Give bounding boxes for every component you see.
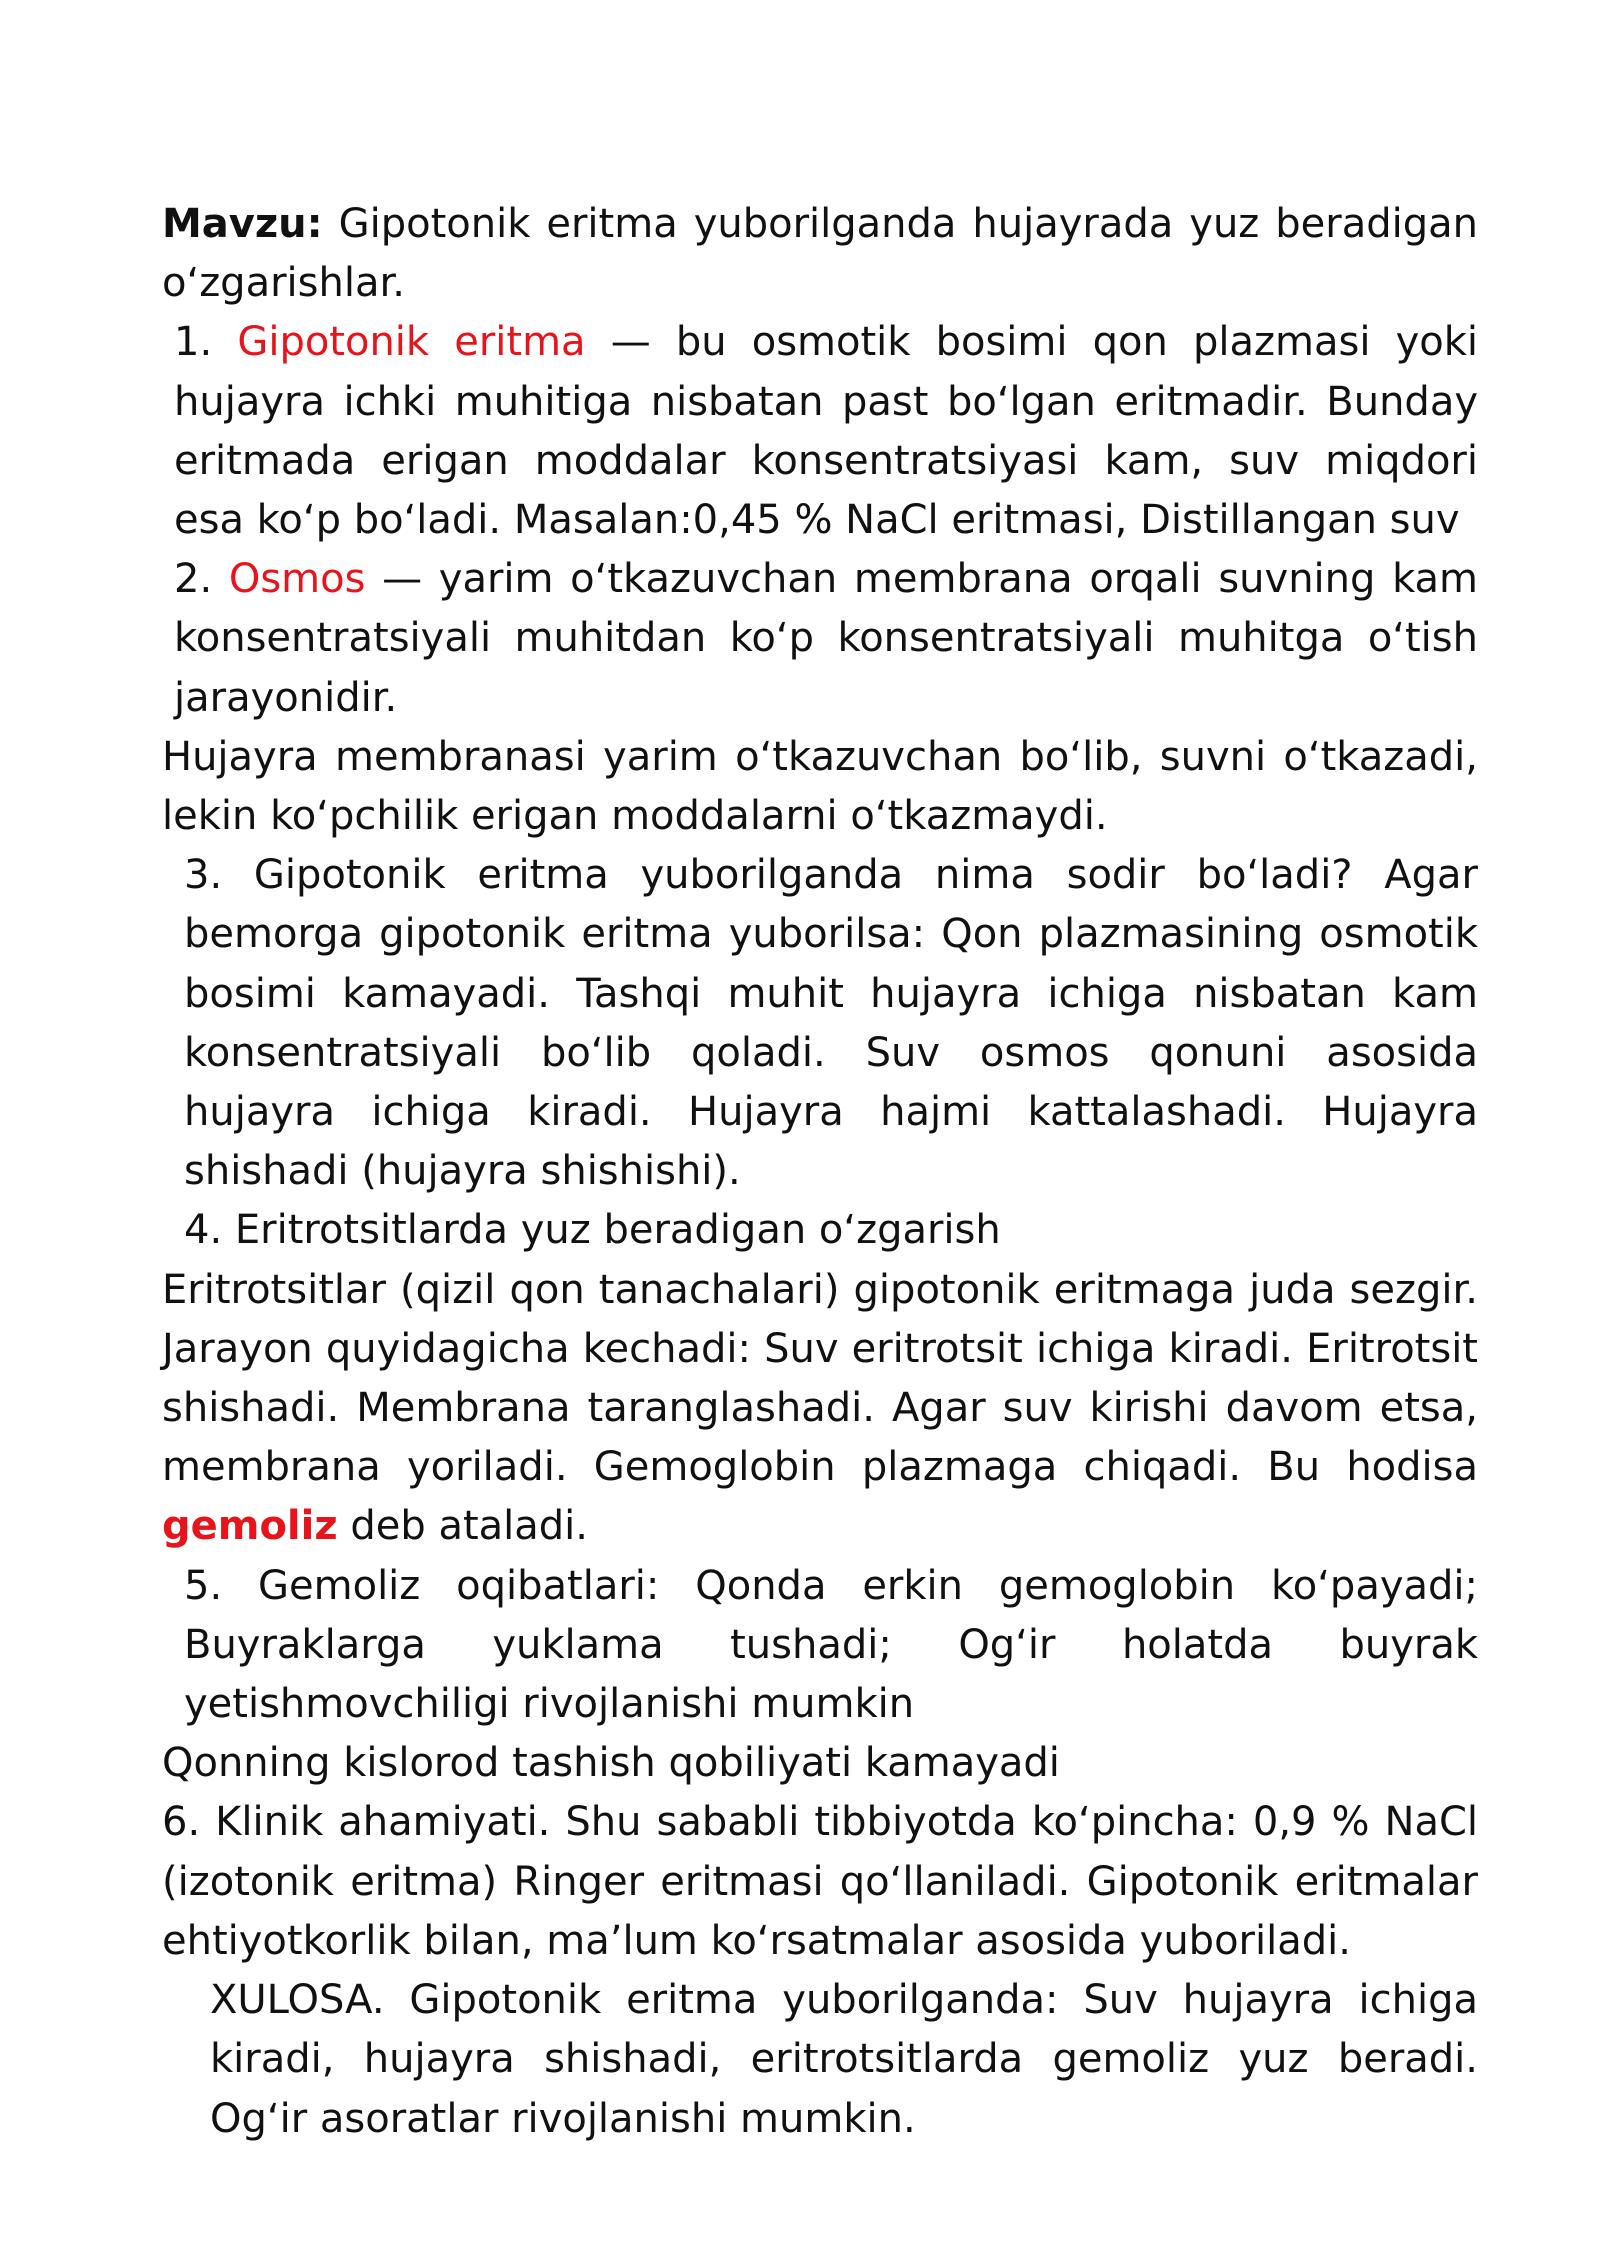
section-3: 3. Gipotonik eritma yuborilganda nima sodir bo‘ladi? Agar bemorga gipotonik eritma yuborilsa: Qon plazmasining osmotik bosimi kamayadi. Tashqi muhit hujayra ichiga nisbatan kam konsentratsiyali bo‘lib qoladi. Suv osmos qonuni asosida hujayra ichiga kiradi. Hujayra hajmi kattalashadi. Hujayra shishadi (hujayra shishishi). xyxy=(184,852,1478,1195)
section-2-text: — yarim o‘tkazuvchan membrana orqali suvning kam konsentratsiyali muhitdan ko‘p konsentratsiyali muhitga o‘tish jarayonidir. xyxy=(174,556,1478,721)
conclusion: XULOSA. Gipotonik eritma yuborilganda: Suv hujayra ichiga kiradi, hujayra shishadi, eritrotsitlarda gemoliz yuz beradi. Og‘ir asoratlar rivojlanishi mumkin. xyxy=(210,1977,1478,2142)
document-body xyxy=(162,195,1478,2149)
section-4-heading: 4. Eritrotsitlarda yuz beradigan o‘zgarish xyxy=(184,1207,1001,1254)
section-1-text: — bu osmotik bosimi qon plazmasi yoki hujayra ichki muhitiga nisbatan past bo‘lgan eritmadir. Bunday eritmada erigan moddalar konsentratsiyasi kam, suv miqdori esa ko‘p bo‘ladi. Masalan:0,45 % NaCl eritmasi, Distillangan suv xyxy=(174,319,1479,544)
term-gemoliz: gemoliz xyxy=(162,1503,338,1550)
section-4-tail: deb ataladi. xyxy=(350,1503,588,1550)
section-1-number: 1. xyxy=(174,319,213,366)
section-2 xyxy=(162,550,1478,728)
section-5-extra: Qonning kislorod tashish qobiliyati kamayadi xyxy=(162,1740,1060,1787)
term-osmos: Osmos xyxy=(228,556,366,603)
topic-text: Gipotonik eritma yuborilganda hujayrada yuz beradigan o‘zgarishlar. xyxy=(162,201,1478,307)
section-5: 5. Gemoliz oqibatlari: Qonda erkin gemoglobin ko‘payadi; Buyraklarga yuklama tushadi; Og‘ir holatda buyrak yetishmovchiligi rivojlanishi mumkin xyxy=(184,1562,1478,1728)
section-1 xyxy=(162,313,1478,550)
section-4-text: Eritrotsitlar (qizil qon tanachalari) gipotonik eritmaga juda sezgir. Jarayon quyidagicha kechadi: Suv eritrotsit ichiga kiradi. Eritrotsit shishadi. Membrana taranglashadi. Agar suv kirishi davom etsa, membrana yoriladi. Gemoglobin plazmaga chiqadi. Bu hodisa xyxy=(162,1266,1478,1491)
section-2-number: 2. xyxy=(174,556,213,603)
topic-paragraph xyxy=(162,195,1478,313)
term-gipotonik-eritma: Gipotonik eritma xyxy=(237,319,586,366)
topic-label: Mavzu: xyxy=(162,201,323,247)
section-4 xyxy=(162,1261,1478,1557)
section-6: 6. Klinik ahamiyati. Shu sababli tibbiyotda ko‘pincha: 0,9 % NaCl (izotonik eritma) Ringer eritmasi qo‘llaniladi. Gipotonik eritmalar ehtiyotkorlik bilan, ma’lum ko‘rsatmalar asosida yuboriladi. xyxy=(162,1799,1478,1964)
section-2-extra: Hujayra membranasi yarim o‘tkazuvchan bo‘lib, suvni o‘tkazadi, lekin ko‘pchilik erigan moddalarni o‘tkazmaydi. xyxy=(162,733,1478,840)
